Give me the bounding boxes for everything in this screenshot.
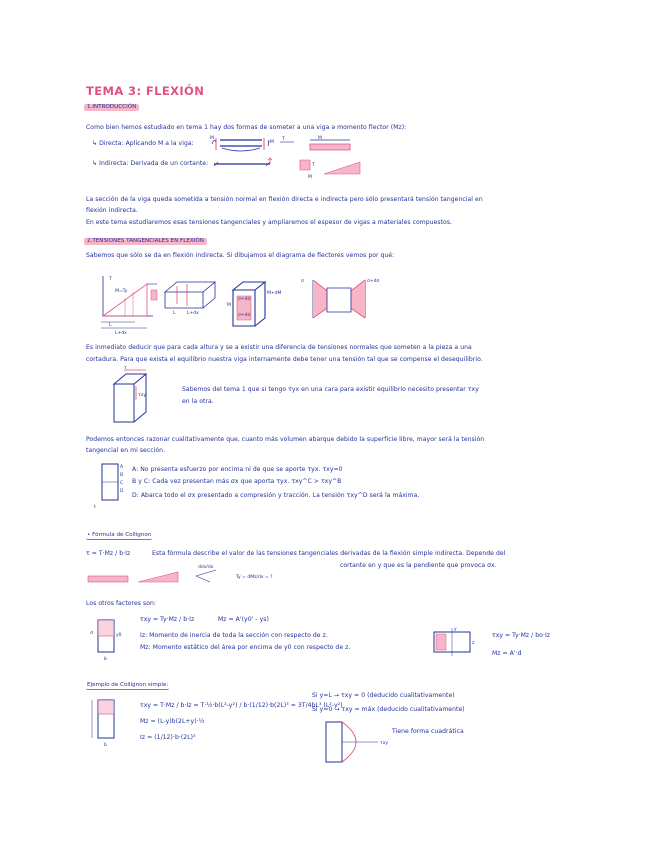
label-b: b bbox=[104, 657, 107, 662]
recip-line1: Sabemos del tema 1 que si tengo τyx en una cara para existir equilibrio necesito presentar τxy bbox=[182, 386, 479, 393]
figure-section-abcd bbox=[92, 460, 132, 510]
parabola-note: Tiene forma cuadrática bbox=[392, 728, 464, 735]
label-y0: y0 bbox=[116, 633, 122, 638]
figure-prism-tau bbox=[110, 366, 170, 426]
otros-factores: Los otros factores son: bbox=[86, 600, 157, 607]
section-heading-ejemplo: Ejemplo de Collignon simple: bbox=[87, 682, 169, 688]
right-mz-equation: Mz = A'·d bbox=[492, 650, 522, 657]
recip-line2: en la otra. bbox=[182, 398, 214, 405]
intro-line: Como bien hemos estudiado en tema 1 hay dos formas de someter a una viga a momento flector (Mz): bbox=[86, 124, 407, 131]
label-d: d bbox=[90, 631, 93, 636]
svg-text:M: M bbox=[308, 175, 312, 180]
figure-collignon-diagrams bbox=[86, 562, 306, 592]
svg-text:D: D bbox=[120, 489, 124, 494]
point-d-line: D: Abarca todo el σx presentado a compresión y tracción. La tensión τxy^D será la máxima. bbox=[132, 492, 420, 499]
figure-ejemplo-section bbox=[88, 696, 128, 750]
para1-line3: En este tema estudiaremos esas tensiones tangenciales y ampliaremos el espesor de vigas a materiales compuestos. bbox=[86, 219, 453, 226]
figure-flectores bbox=[95, 270, 395, 340]
intro-indirecta: ↳ Indirecta: Derivada de un cortante: bbox=[92, 160, 209, 167]
svg-text:L+dx: L+dx bbox=[187, 311, 199, 316]
collignon-desc-line1: Esta fórmula describe el valor de las tensiones tangenciales derivadas de la flexión simple indirecta. Depende del bbox=[152, 550, 506, 557]
svg-text:M: M bbox=[270, 140, 274, 145]
para2-line1: Es inmediato deducir que para cada altura y se a existir una diferencia de tensiones normales que someten a la pieza a una bbox=[86, 344, 472, 351]
collignon-desc-line2: cortante en y que es la pendiente que provoca σx. bbox=[340, 562, 497, 569]
svg-text:σ+dσ: σ+dσ bbox=[238, 297, 251, 302]
iz-description: Iz: Momento de inercia de toda la sección con respecto de z. bbox=[140, 632, 328, 639]
para3-line1: Podemos entonces razonar cualitativamente que, cuanto más volumen abarque debido la superficie libre, mayor será la tensión bbox=[86, 436, 485, 443]
page-title: TEMA 3: FLEXIÓN bbox=[86, 84, 205, 98]
svg-text:B: B bbox=[120, 473, 124, 478]
intro-directa: ↳ Directa: Aplicando M a la viga: bbox=[92, 140, 194, 147]
svg-text:M=Ty: M=Ty bbox=[115, 289, 128, 294]
ejemplo-equation-1: τxy = T·Mz / b·Iz = T·½·b(L²-y²) / b·(1/12)·b(2L)³ = 3T/4bL³ (L²-y²) bbox=[140, 702, 343, 709]
para1-line1: La sección de la viga queda sometida a tensión normal en flexión directa e indirecta pero sólo presentará tensión tangencial en bbox=[86, 196, 483, 203]
figure-collignon-rect bbox=[430, 626, 480, 660]
svg-text:τ: τ bbox=[124, 366, 127, 371]
svg-text:T: T bbox=[312, 163, 315, 168]
ejemplo-equation-2: Mz = (L-y)b(2L+y)·½ bbox=[140, 718, 205, 725]
section-heading-intro: 1.INTRODUCCIÓN bbox=[84, 104, 139, 111]
svg-text:M+dM: M+dM bbox=[267, 291, 282, 296]
point-a-line: A: No presenta esfuerzo por encima ni de que se aporte τyx. τxy=0 bbox=[132, 466, 343, 473]
svg-text:t: t bbox=[94, 505, 96, 510]
svg-text:σ: σ bbox=[301, 279, 304, 284]
figure-parabola bbox=[324, 718, 404, 768]
section-heading-tensiones: 2.TENSIONES TANGENCIALES EN FLEXIÓN bbox=[84, 238, 207, 245]
label-z: z bbox=[472, 641, 475, 646]
svg-text:σ+dσ: σ+dσ bbox=[367, 279, 380, 284]
collignon-formula: τ = T·Mz / b·Iz bbox=[86, 550, 131, 557]
tensiones-line1: Sabemos que sólo se da en flexión indirecta. Si dibujamos el diagrama de flectores vemos por qué: bbox=[86, 252, 395, 259]
ejemplo-right-1: Si y=L → τxy = 0 (deducido cualitativamente) bbox=[312, 692, 455, 699]
svg-text:L+dx: L+dx bbox=[115, 331, 127, 336]
figure-collignon-section bbox=[88, 614, 128, 664]
section-heading-collignon: • Fórmula de Collignon bbox=[87, 532, 152, 538]
para3-line2: tangencial en mi sección. bbox=[86, 447, 166, 454]
svg-text:T: T bbox=[282, 137, 285, 142]
tau-label: τxy bbox=[380, 741, 389, 746]
right-txy-equation: τxy = Ty·Mz / bo·Iz bbox=[492, 632, 551, 639]
point-bc-line: B y C: Cada vez presentan más σx que aporta τyx. τxy^C > τxy^B bbox=[132, 478, 342, 485]
svg-text:L: L bbox=[173, 311, 176, 316]
svg-text:M: M bbox=[227, 303, 231, 308]
svg-text:M: M bbox=[318, 136, 322, 141]
svg-text:b: b bbox=[104, 743, 107, 748]
svg-text:C: C bbox=[120, 481, 124, 486]
para2-line2: cortadura. Para que exista el equilibrio nuestra viga internamente debe tener una tensión tal que se compense el desequilibrio. bbox=[86, 356, 483, 363]
label-y: y bbox=[454, 627, 457, 632]
ejemplo-equation-3: Iz = (1/12)·b·(2L)³ bbox=[140, 734, 196, 741]
svg-text:L: L bbox=[109, 323, 112, 328]
mz-equation: Mz = A'(y0' - ys) bbox=[218, 616, 269, 623]
svg-text:M: M bbox=[210, 136, 214, 141]
ty-equation: Ty = dMz/dx = ? bbox=[236, 575, 273, 580]
svg-text:τxy: τxy bbox=[138, 393, 147, 398]
svg-text:T: T bbox=[109, 277, 112, 282]
svg-text:A: A bbox=[120, 465, 124, 470]
figure-directa-diagram bbox=[280, 134, 360, 156]
mz-description: Mz: Momento estático del área por encima de y0 con respecto de z. bbox=[140, 644, 351, 651]
svg-text:σ+dσ: σ+dσ bbox=[238, 313, 251, 318]
txy-equation: τxy = Ty·Mz / b·Iz bbox=[140, 616, 195, 623]
para1-line2: flexión indirecta. bbox=[86, 207, 138, 214]
figure-indirecta bbox=[210, 156, 370, 186]
ejemplo-right-2: Si y=0 → τxy = máx (deducido cualitativamente) bbox=[312, 706, 465, 713]
dsigma-label: dσx/dx bbox=[198, 565, 214, 570]
